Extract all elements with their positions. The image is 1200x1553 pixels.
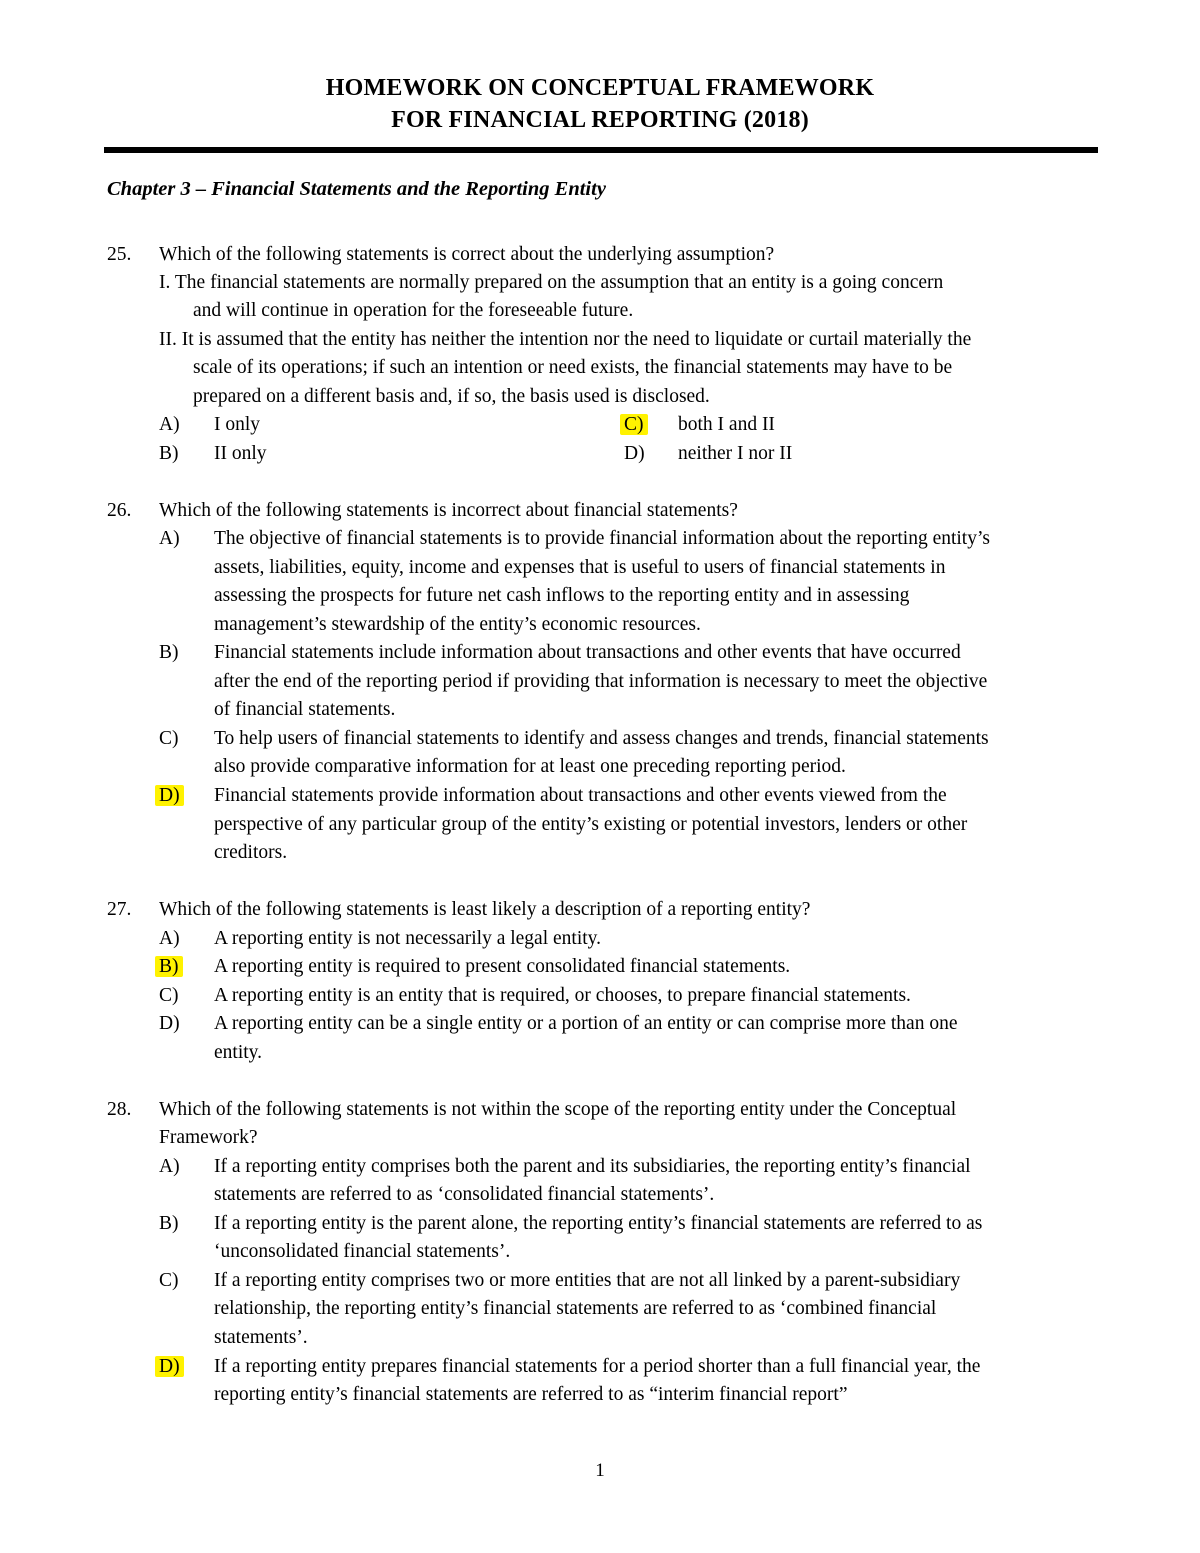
q25-option-c-label	[624, 413, 648, 437]
q28-stem: Which of the following statements is not within the scope of the reporting entity under the Conceptual	[159, 1099, 957, 1120]
q26-option-a-text: management’s stewardship of the entity’s economic resources.	[214, 614, 701, 635]
answer-highlight: B)	[155, 956, 183, 977]
q28-option-c-text: relationship, the reporting entity’s financial statements are referred to as ‘combined financial	[214, 1298, 937, 1319]
q28-option-a-text: If a reporting entity comprises both the parent and its subsidiaries, the reporting entity’s financial	[214, 1156, 971, 1177]
q28-option-d-text: reporting entity’s financial statements are referred to as “interim financial report”	[214, 1384, 848, 1405]
q25-statement-ii-cont: prepared on a different basis and, if so, the basis used is disclosed.	[193, 386, 710, 407]
q28-stem-cont: Framework?	[159, 1127, 258, 1148]
q27-option-c-text: A reporting entity is an entity that is required, or chooses, to prepare financial statements.	[214, 985, 911, 1006]
q28-option-b-text: If a reporting entity is the parent alone, the reporting entity’s financial statements are referred to as	[214, 1213, 983, 1234]
q28-number: 28.	[107, 1099, 132, 1120]
q25-option-c-text: both I and II	[678, 414, 775, 435]
q26-option-a-text: The objective of financial statements is to provide financial information about the reporting entity’s	[214, 528, 990, 549]
q25-option-a-text: I only	[214, 414, 261, 435]
q28-option-b-text: ‘unconsolidated financial statements’.	[214, 1241, 511, 1262]
q27-option-a-label: A)	[159, 928, 180, 949]
q25-statement-ii-cont: scale of its operations; if such an intention or need exists, the financial statements may have to be	[193, 357, 953, 378]
answer-highlight: D)	[155, 1356, 184, 1377]
q26-option-d-text: Financial statements provide information about transactions and other events viewed from the	[214, 785, 947, 806]
answer-highlight: C)	[620, 414, 648, 435]
q26-option-b-text: after the end of the reporting period if providing that information is necessary to meet the objective	[214, 671, 988, 692]
q25-option-d-label: D)	[624, 443, 645, 464]
q25-option-a-label: A)	[159, 414, 180, 435]
title-line-2: FOR FINANCIAL REPORTING (2018)	[391, 107, 809, 133]
q28-option-c-label: C)	[159, 1270, 179, 1291]
q26-number: 26.	[107, 500, 132, 521]
q25-statement-i-cont: and will continue in operation for the foreseeable future.	[193, 300, 634, 321]
q28-option-b-label: B)	[159, 1213, 179, 1234]
q26-option-b-label: B)	[159, 642, 179, 663]
q28-option-d-label	[159, 1355, 184, 1379]
q25-option-d-text: neither I nor II	[678, 443, 793, 464]
q25-statement-ii: II. It is assumed that the entity has neither the intention nor the need to liquidate or curtail materially the	[159, 329, 972, 350]
q27-stem: Which of the following statements is least likely a description of a reporting entity?	[159, 899, 811, 920]
q25-option-b-text: II only	[214, 443, 267, 464]
q26-option-d-text: perspective of any particular group of the entity’s existing or potential investors, lenders or other	[214, 814, 968, 835]
q27-number: 27.	[107, 899, 132, 920]
q28-option-a-label: A)	[159, 1156, 180, 1177]
q27-option-b-text: A reporting entity is required to present consolidated financial statements.	[214, 956, 791, 977]
title-divider	[104, 147, 1098, 153]
q27-option-d-text: A reporting entity can be a single entity or a portion of an entity or can comprise more than one	[214, 1013, 958, 1034]
q26-option-a-text: assessing the prospects for future net cash inflows to the reporting entity and in assessing	[214, 585, 910, 606]
q25-option-b-label: B)	[159, 443, 179, 464]
q26-option-b-text: Financial statements include information about transactions and other events that have occurred	[214, 642, 961, 663]
q26-option-c-text: To help users of financial statements to identify and assess changes and trends, financial statements	[214, 728, 989, 749]
q26-stem: Which of the following statements is incorrect about financial statements?	[159, 500, 738, 521]
q26-option-a-label: A)	[159, 528, 180, 549]
q28-option-d-text: If a reporting entity prepares financial statements for a period shorter than a full financial year, the	[214, 1356, 981, 1377]
q26-option-c-label: C)	[159, 728, 179, 749]
q26-option-c-text: also provide comparative information for at least one preceding reporting period.	[214, 756, 846, 777]
q25-statement-i: I. The financial statements are normally prepared on the assumption that an entity is a going concern	[159, 272, 944, 293]
q25-number: 25.	[107, 244, 132, 265]
title-line-1: HOMEWORK ON CONCEPTUAL FRAMEWORK	[325, 75, 875, 101]
q26-option-d-label	[159, 784, 184, 808]
q27-option-d-label: D)	[159, 1013, 180, 1034]
q27-option-d-text: entity.	[214, 1042, 263, 1063]
q26-option-b-text: of financial statements.	[214, 699, 396, 720]
answer-highlight: D)	[155, 785, 184, 806]
q26-option-a-text: assets, liabilities, equity, income and expenses that is useful to users of financial statements in	[214, 557, 946, 578]
q26-option-d-text: creditors.	[214, 842, 288, 863]
chapter-heading: Chapter 3 – Financial Statements and the Reporting Entity	[107, 178, 606, 200]
q25-stem: Which of the following statements is correct about the underlying assumption?	[159, 244, 775, 265]
q28-option-c-text: statements’.	[214, 1327, 308, 1348]
q28-option-c-text: If a reporting entity comprises two or more entities that are not all linked by a parent-subsidiary	[214, 1270, 961, 1291]
q27-option-c-label: C)	[159, 985, 179, 1006]
q27-option-b-label	[159, 955, 183, 979]
q27-option-a-text: A reporting entity is not necessarily a legal entity.	[214, 928, 602, 949]
page-number: 1	[595, 1460, 605, 1481]
q28-option-a-text: statements are referred to as ‘consolidated financial statements’.	[214, 1184, 715, 1205]
